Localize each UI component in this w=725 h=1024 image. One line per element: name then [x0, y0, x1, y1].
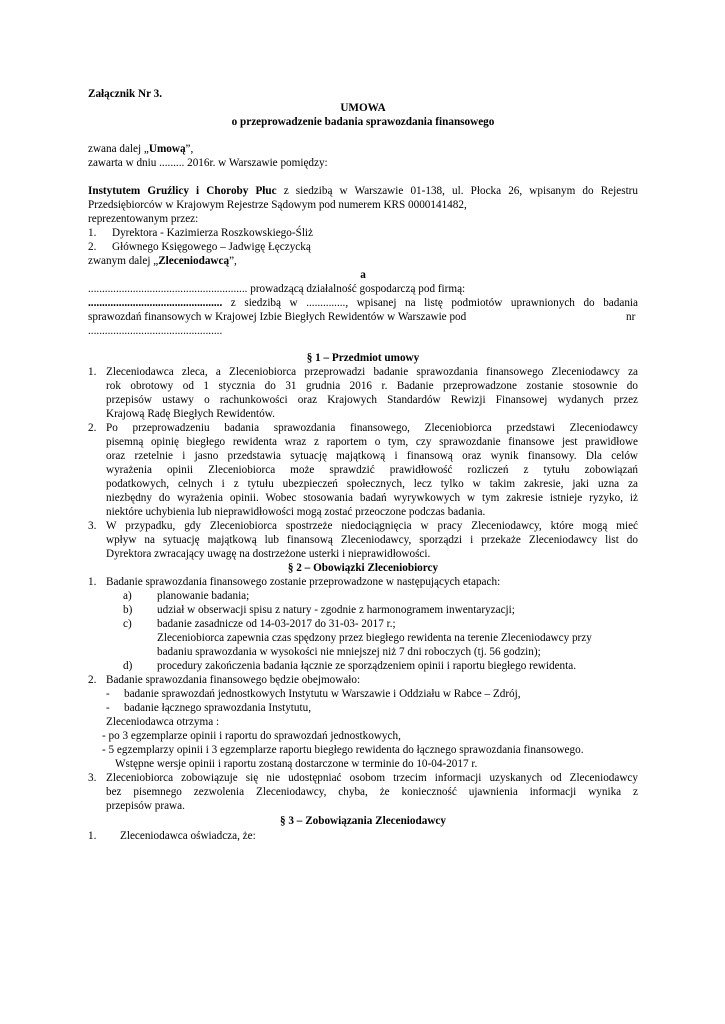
document-subtitle: o przeprowadzenie badania sprawozdania finansowego	[231, 116, 495, 128]
list-marker: -	[106, 688, 110, 700]
paragraph-line: Zleceniodawca otrzyma :	[106, 716, 220, 728]
list-marker: d)	[123, 660, 133, 672]
party1-krs-line: Przedsiębiorców w Krajowym Rejestrze Sądowym pod numerem KRS 0000141482,	[88, 199, 467, 211]
paragraph-number: 3.	[88, 772, 97, 784]
list-item: - 5 egzemplarzy opinii i 3 egzemplarze raportu biegłego rewidenta do łącznego sprawozdania finansowego.	[102, 744, 584, 756]
list-item: badanie sprawozdań jednostkowych Instytutu w Warszawie i Oddziału w Rabce – Zdrój,	[124, 688, 521, 700]
list-item: planowanie badania;	[157, 590, 250, 602]
paragraph-line: Dyrektora zwracający uwagę na dostrzeżone usterki i nieprawidłowości.	[106, 548, 431, 560]
intro-line: zwana dalej „Umową”,	[88, 143, 194, 155]
paragraph-line: pisemną opinię biegłego rewidenta wraz z raportem o tym, czy sprawozdanie finansowe jest prawidłowe	[106, 436, 638, 448]
list-item-continuation: Zleceniobiorca zapewnia czas spędzony przez biegłego rewidenta na terenie Zleceniodawcy przy	[157, 632, 592, 644]
paragraph-number: 1.	[88, 576, 97, 588]
list-item: udział w obserwacji spisu z natury - zgodnie z harmonogramem inwentaryzacji;	[157, 604, 515, 616]
paragraph-line: przepisów ustawy o rachunkowości oraz Krajowych Standardów Rewizji Finansowej wydanych przez	[106, 394, 638, 406]
list-item-continuation: badaniu sprawozdania w wysokości nie mniejszej niż 7 dni roboczych (tj. 56 godzin);	[157, 646, 541, 658]
rep-number: 1.	[88, 227, 97, 239]
paragraph-number: 1.	[88, 830, 97, 842]
paragraph-line: Zleceniodawca oświadcza, że:	[120, 830, 256, 842]
paragraph-line: wyrażenia opinii Zleceniobiorca może sprawdzić prawidłowość rozliczeń z tytułu zobowiązań	[106, 464, 638, 476]
list-marker: a)	[123, 590, 132, 602]
and-conjunction: a	[360, 269, 366, 281]
list-marker: c)	[123, 618, 132, 630]
paragraph-line: W przypadku, gdy Zleceniobiorca spostrzeże niedociągnięcia w pracy Zleceniodawcy, które mogą mieć	[106, 520, 638, 532]
paragraph-line: rok obrotowy od 1 stycznia do 31 grudnia 2016 r. Badanie przeprowadzone zostanie stosownie do	[106, 380, 638, 392]
party1-line: Instytutem Gruźlicy i Choroby Płuc z siedzibą w Warszawie 01-138, ul. Płocka 26, wpisanym do Rejestru	[88, 185, 638, 197]
party2-line: ......................................................... prowadzącą działalność gospodarczą pod firmą:	[88, 283, 466, 295]
party2-line: sprawozdań finansowych w Krajowej Izbie Biegłych Rewidentów w Warszawie pod	[88, 311, 467, 323]
paragraph-line: Badanie sprawozdania finansowego będzie obejmowało:	[106, 674, 361, 686]
party2-line: ................................................ z siedzibą w .............., wpisanej na listę podmiotów uprawnionych do badania	[88, 297, 638, 309]
paragraph-line: Po przeprowadzeniu badania sprawozdania finansowego, Zleceniobiorca przedstawi Zleceniodawcy	[106, 422, 638, 434]
paragraph-line: Wstępne wersje opinii i raportu zostaną dostarczone w terminie do 10-04-2017 r.	[115, 758, 478, 770]
paragraph-number: 2.	[88, 674, 97, 686]
intro-date-line: zawarta w dniu ......... 2016r. w Warszawie pomiędzy:	[88, 157, 328, 169]
document-title: UMOWA	[340, 102, 386, 114]
paragraph-line: wpływ na sytuację majątkową lub finansową Zleceniodawcy, sporządzi i przekaże Zleceniodawcy list do	[106, 534, 638, 546]
list-item: procedury zakończenia badania łącznie ze sporządzeniem opinii i raportu biegłego rewidenta.	[157, 660, 577, 672]
paragraph-line: Krajową Radę Biegłych Rewidentów.	[106, 408, 275, 420]
section-heading: § 1 – Przedmiot umowy	[306, 352, 420, 364]
paragraph-line: przepisów prawa.	[106, 800, 185, 812]
paragraph-line: Badanie sprawozdania finansowego zostanie przeprowadzone w następujących etapach:	[106, 576, 501, 588]
list-item: badanie łącznego sprawozdania Instytutu,	[124, 702, 312, 714]
list-marker: b)	[123, 604, 133, 616]
paragraph-number: 1.	[88, 366, 97, 378]
paragraph-line: niektóre uchybienia lub nieprawidłowości mogą zostać przeoczone podczas badania.	[106, 506, 486, 518]
section-heading: § 2 – Obowiązki Zleceniobiorcy	[287, 562, 439, 574]
paragraph-line: niezbędny do wyrażenia opinii. Wobec stosowania badań wyrywkowych w tym zakresie istnieje ryzyko, iż	[106, 492, 638, 504]
rep-number: 2.	[88, 241, 97, 253]
paragraph-line: podatkowych, celnych i z tytułu ubezpieczeń społecznych, lecz tylko w takim zakresie, jaki uzna za	[106, 478, 638, 490]
party1-called: zwanym dalej „Zleceniodawcą”,	[88, 255, 237, 267]
party2-line: ................................................	[88, 325, 223, 337]
paragraph-number: 2.	[88, 422, 97, 434]
paragraph-line: oraz rzetelnie i jasno przedstawia sytuację majątkową i finansową oraz wynik finansowy. Dla celów	[106, 450, 638, 462]
paragraph-line: Zleceniodawca zleca, a Zleceniobiorca przeprowadzi badanie sprawozdania finansowego Zleceniodawcy za	[106, 366, 638, 378]
attachment-label: Załącznik Nr 3.	[88, 88, 163, 100]
list-item: - po 3 egzemplarze opinii i raportu do sprawozdań jednostkowych,	[102, 730, 401, 742]
paragraph-line: bez pisemnego zezwolenia Zleceniodawcy, chyba, że konieczność ujawnienia informacji wynika z	[106, 786, 638, 798]
paragraph-number: 3.	[88, 520, 97, 532]
paragraph-line: Zleceniobiorca zobowiązuje się nie udostępniać osobom trzecim informacji uzyskanych od Zleceniodawcy	[106, 772, 638, 784]
list-marker: -	[106, 702, 110, 714]
party1-represented: reprezentowanym przez:	[88, 213, 199, 225]
section-heading: § 3 – Zobowiązania Zleceniodawcy	[280, 815, 446, 827]
list-item: badanie zasadnicze od 14-03-2017 do 31-03- 2017 r.;	[157, 618, 396, 630]
party2-number-label: nr	[626, 311, 636, 323]
representative-director: Dyrektora - Kazimierza Roszkowskiego-Śliż	[112, 227, 313, 239]
representative-accountant: Głównego Księgowego – Jadwigę Łęczycką	[112, 241, 311, 253]
